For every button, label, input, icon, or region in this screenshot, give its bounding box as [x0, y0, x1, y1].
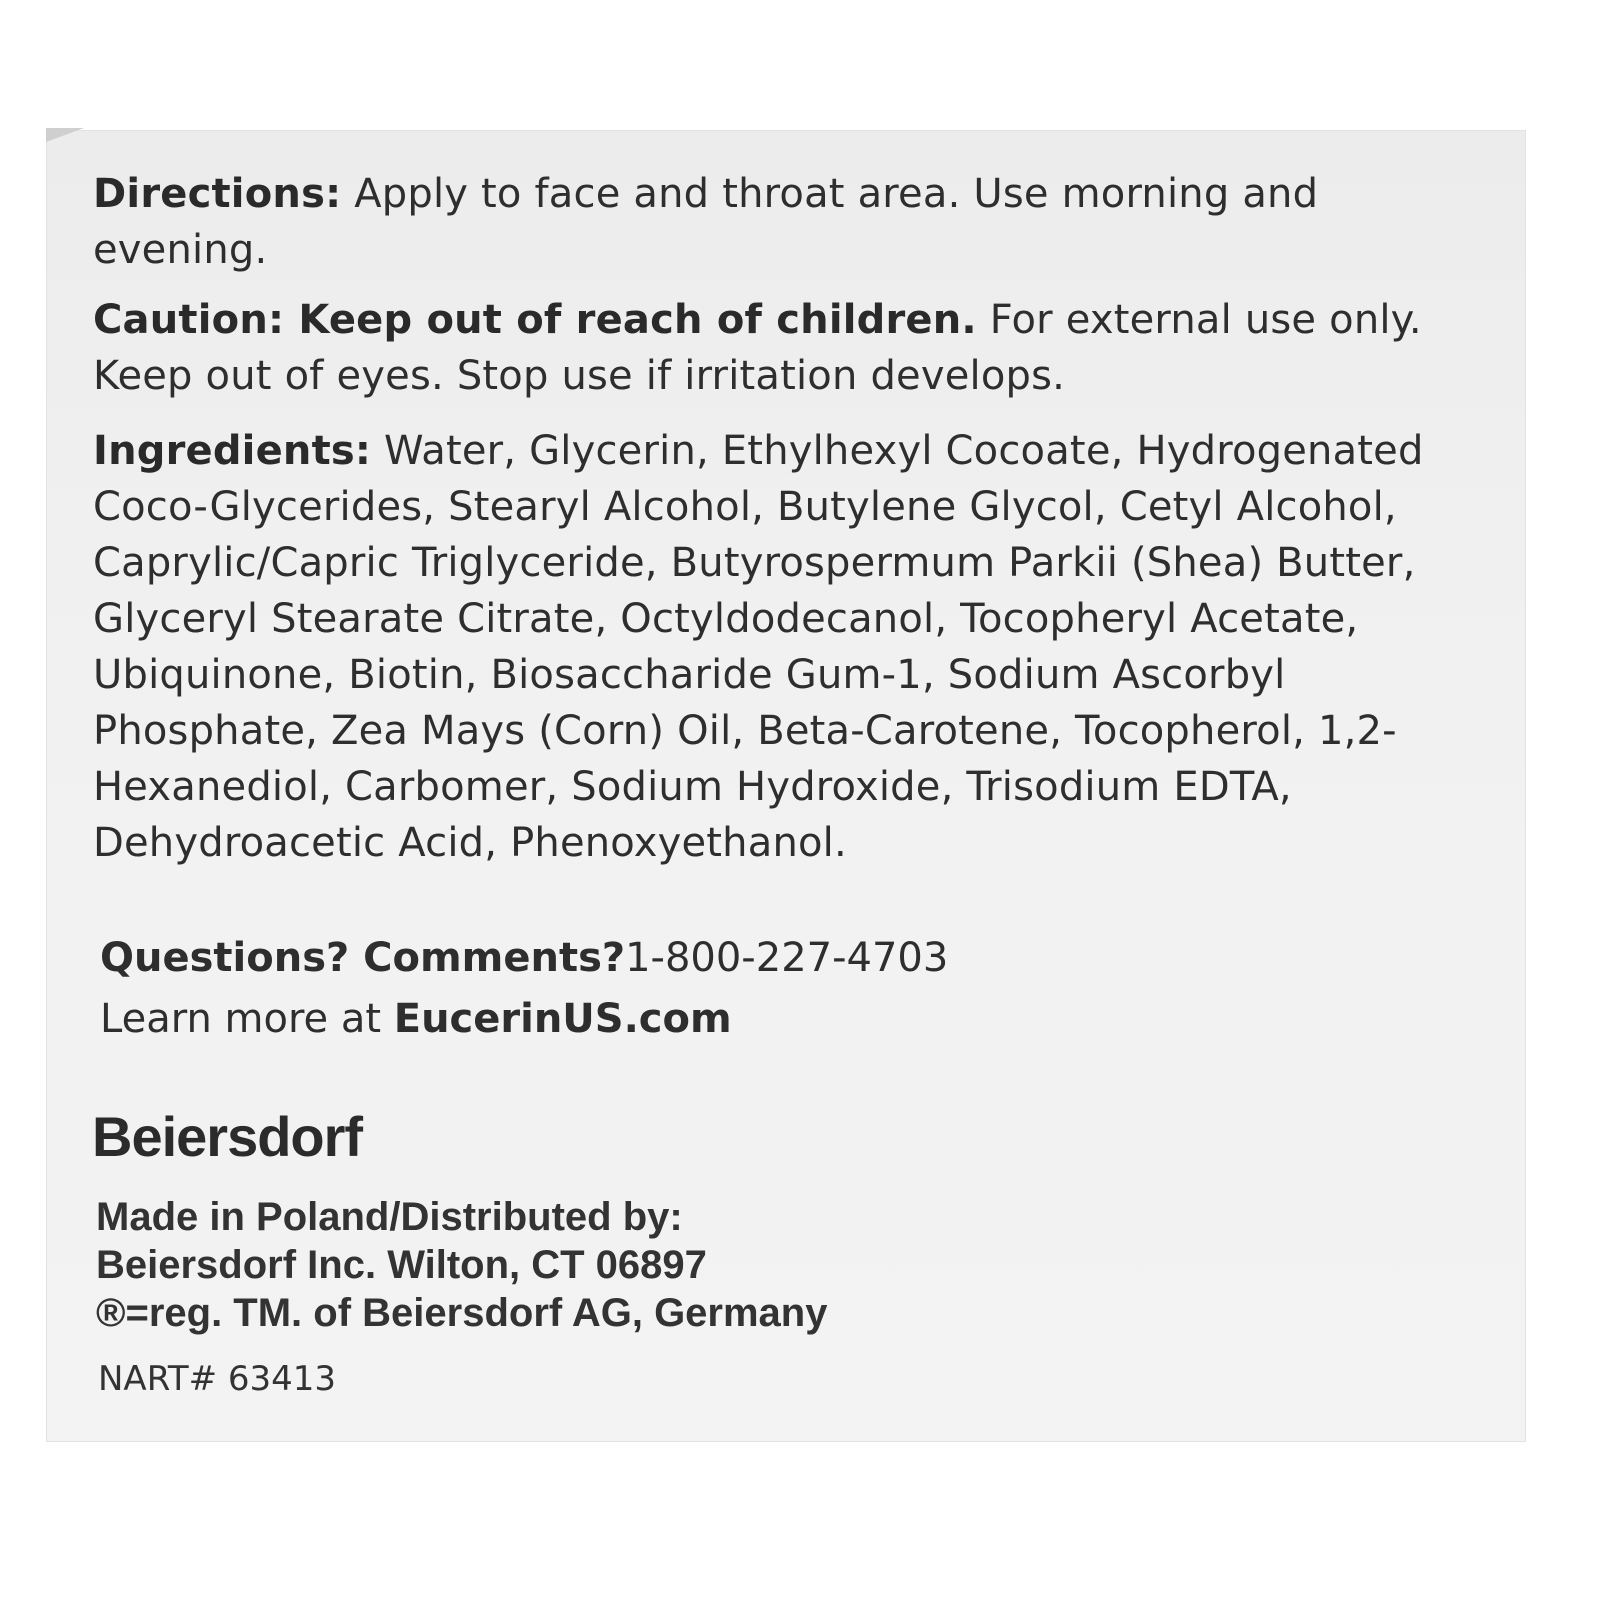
distribution-line-1: Made in Poland/Distributed by:: [96, 1195, 683, 1239]
learn-more-prefix: Learn more at: [100, 996, 394, 1042]
directions-heading: Directions:: [93, 171, 342, 217]
directions-text: Apply to face and throat area. Use morning and evening.: [93, 171, 1319, 273]
caution-text: For external use only. Keep out of eyes. Stop use if irritation develops.: [93, 297, 1422, 399]
caution-paragraph: [93, 292, 1513, 404]
website-link: EucerinUS.com: [393, 996, 732, 1042]
nart-number: NART# 63413: [98, 1359, 337, 1399]
beiersdorf-logo: Beiersdorf: [92, 1105, 363, 1168]
trademark-line: ®=reg. TM. of Beiersdorf AG, Germany: [96, 1291, 828, 1335]
distribution-line-2: Beiersdorf Inc. Wilton, CT 06897: [96, 1243, 707, 1287]
phone-number: 1-800-227-4703: [625, 935, 949, 981]
ingredients-heading: Ingredients:: [93, 428, 372, 474]
learn-more-line: [100, 991, 732, 1047]
questions-line: [100, 930, 948, 986]
panel-corner-shadow: [46, 128, 84, 142]
directions-paragraph: [93, 166, 1393, 278]
ingredients-paragraph: [93, 423, 1513, 871]
caution-heading: Caution: Keep out of reach of children.: [93, 297, 977, 343]
ingredients-list: Water, Glycerin, Ethylhexyl Cocoate, Hydrogenated Coco-Glycerides, Stearyl Alcohol, Butylene Glycol, Cetyl Alcohol, Caprylic/Capric Triglyceride, Butyrospermum Parkii (Shea) Butter, Glyceryl Stearate Citrate, Octyldodecanol, Tocopheryl Acetate, Ubiquinone, Biotin, Biosaccharide Gum-1, Sodium Ascorbyl Phosphate, Zea Mays (Corn) Oil, Beta-Carotene, Tocopherol, 1,2-Hexanediol, Carbomer, Sodium Hydroxide, Trisodium EDTA, Dehydroacetic Acid, Phenoxyethanol.: [93, 428, 1424, 866]
questions-label: Questions? Comments?: [100, 935, 626, 981]
